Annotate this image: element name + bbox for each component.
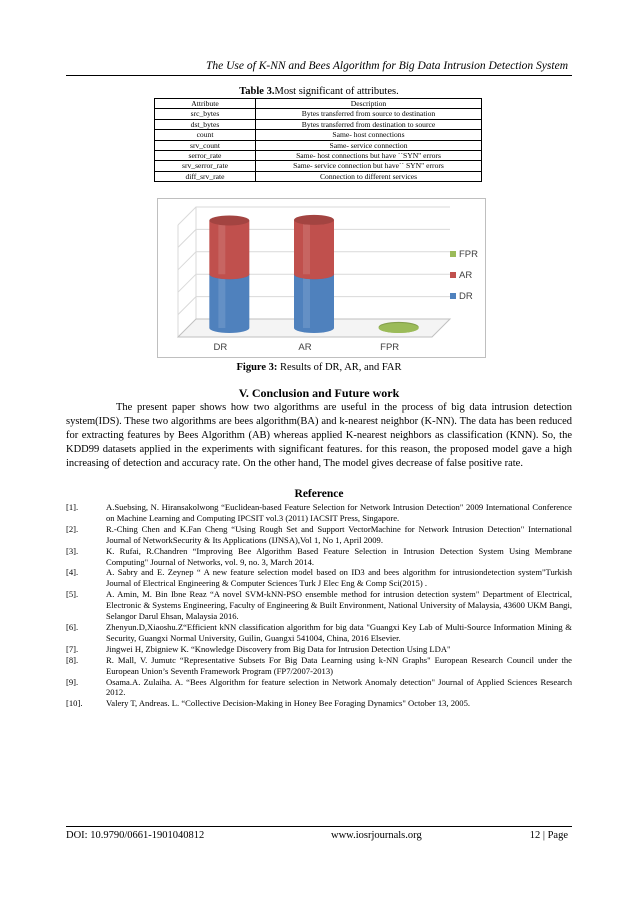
legend-swatch <box>450 293 456 299</box>
figure-caption-text: Results of DR, AR, and FAR <box>277 362 402 373</box>
bar-dr-ar <box>294 274 334 333</box>
reference-list <box>66 502 572 709</box>
reference-number: [8]. <box>66 654 79 665</box>
reference-text: K. Rufai, R.Chandren “Improving Bee Algorithm Based Feature Selection in Intrusion Detection System Using Membrane Computing" Journal of Networks, vol. 9, no. 3, March 2014. <box>106 545 572 567</box>
bar-highlight <box>303 274 310 328</box>
description-cell: Same- service connection but have`` SYN" errors <box>256 161 482 171</box>
reference-text: Valery T, Andreas. L. “Collective Decision-Making in Honey Bee Foraging Dynamics" October 13, 2005. <box>106 698 471 709</box>
bar-dr-dr <box>209 274 249 333</box>
attribute-cell: srv_serror_rate <box>155 161 256 171</box>
bar-disk-fpr-fpr <box>379 323 419 333</box>
attribute-cell: serror_rate <box>155 151 256 161</box>
reference-text: Zhenyun.D,Xiaoshu.Z“Efficient kNN classification algorithm for big data "Guangxi Key Lab of Multi-Source Information Mining & Security, Guangxi Normal University, Guilin, Guangxi 541004, China, 2016 Elsevier. <box>106 621 572 643</box>
figure-caption-label: Figure 3: <box>236 362 278 373</box>
reference-number: [2]. <box>66 523 79 534</box>
footer-doi: DOI: 10.9790/0661-1901040812 <box>66 830 205 841</box>
reference-number: [7]. <box>66 643 79 654</box>
reference-text: Osama.A. Zulaiha. A. “Bees Algorithm for feature selection in Network Anomaly detection" Journal of Applied Sciences Research 2012. <box>106 676 572 698</box>
table-row <box>155 130 482 140</box>
table-caption-label: Table 3. <box>239 86 275 97</box>
reference-text: A. Sabry and E. Zeynep “ A new feature selection model based on ID3 and bees algorithm for intrusiondetection system"Turkish Journal of Electrical Engineering & Computer Sciences Turk J Elec Eng & Comp Sci(2015) . <box>106 567 572 589</box>
attribute-cell: srv_count <box>155 140 256 150</box>
legend-label: DR <box>459 291 473 302</box>
table-row <box>155 119 482 129</box>
bar-ar-dr <box>209 220 249 279</box>
reference-text: R.-Ching Chen and K.Fan Cheng “Using Rough Set and Support VectorMachine for Network Intrusion Detection" International Journal of NetworkSecurity & Its Applications (IJNSA),Vol 1, No 1, April 2009. <box>106 523 572 545</box>
table-header-row <box>155 99 482 109</box>
attribute-cell: dst_bytes <box>155 119 256 129</box>
description-cell: Bytes transferred from destination to source <box>256 119 482 129</box>
bar-highlight <box>218 274 225 328</box>
footer-page-number: 12 | Page <box>529 830 568 841</box>
reference-item <box>66 502 572 524</box>
references-heading: Reference <box>294 488 344 500</box>
table-row <box>155 171 482 181</box>
legend-label: AR <box>459 270 473 281</box>
reference-number: [5]. <box>66 589 79 600</box>
description-cell: Same- host connections but have ``SYN" errors <box>256 151 482 161</box>
reference-item <box>66 677 572 699</box>
table-caption-text: Most significant of attributes. <box>274 86 399 97</box>
footer-rule <box>66 826 572 827</box>
attributes-table <box>154 98 482 182</box>
reference-item <box>66 589 572 622</box>
reference-text: A.Suebsing, N. Hiransakolwong “Euclidean-based Feature Selection for Network Intrusion Detection" 2009 International Conference on Machine Learning and Computing IPCSIT vol.3 (2011) IACSIT Press, Singapore. <box>106 502 572 523</box>
reference-number: [1]. <box>66 502 79 512</box>
reference-item <box>66 622 572 644</box>
table-row <box>155 161 482 171</box>
attribute-cell: diff_srv_rate <box>155 171 256 181</box>
reference-item <box>66 644 572 655</box>
category-label: AR <box>298 342 312 353</box>
results-chart <box>157 198 486 358</box>
description-cell: Same- host connections <box>256 130 482 140</box>
attribute-cell: count <box>155 130 256 140</box>
reference-number: [4]. <box>66 567 79 578</box>
header-rule <box>66 75 572 76</box>
reference-item <box>66 567 572 589</box>
section-title: V. Conclusion and Future work <box>238 386 400 400</box>
conclusion-paragraph: The present paper shows how two algorithms are useful in the process of big data intrusion detection system(IDS). These two algorithms are bees algorithm(BA) and k-nearest neighbor (K-NN). The data has been reduced for extracting features by Bees Algorithm (AB) whereas applied K-nearest neighbors as classification (KNN). So, the KDD99 datasets applied in the experiments with significant features. for this reason, the proposed model gave a high increasing of detection and accuracy rate. On the other hand, The model gives decrease of false positive rate. <box>66 402 572 469</box>
reference-number: [10]. <box>66 698 83 709</box>
table-row <box>155 109 482 119</box>
bar-highlight <box>303 220 310 274</box>
description-cell: Connection to different services <box>256 171 482 181</box>
reference-item <box>66 546 572 568</box>
bar-cap-ar-ar <box>294 215 334 225</box>
category-label: DR <box>213 342 228 353</box>
bar-highlight <box>218 220 225 274</box>
legend-swatch <box>450 251 456 257</box>
figure-caption <box>0 362 638 373</box>
chart-canvas <box>158 199 485 357</box>
reference-item <box>66 524 572 546</box>
table-caption <box>0 86 638 97</box>
reference-text: Jingwei H, Zbigniew K. “Knowledge Discovery from Big Data for Intrusion Detection Using LDA" <box>106 643 451 654</box>
reference-number: [9]. <box>66 676 79 687</box>
reference-text: A. Amin, M. Bin Ibne Reaz “A novel SVM-kNN-PSO ensemble method for intrusion detection system" Department of Electrical, Electronic & Systems Engineering, Faculty of Engineering & Built Environment, National University of Malaysia, 43600 UKM Bangi, Selangor Darul Ehsan, Malaysia 2016. <box>106 589 572 622</box>
reference-text: R. Mall, V. Jumutc “Representative Subsets For Big Data Learning using k-NN Graphs" European Research Council under the European Union’s Seventh Framework Program (FP7/2007-2013) <box>106 654 572 676</box>
bar-cap-ar-dr <box>209 215 249 225</box>
running-title: The Use of K-NN and Bees Algorithm for Big Data Intrusion Detection System <box>205 60 568 72</box>
footer-url: www.iosrjournals.org <box>331 830 422 841</box>
column-header: Description <box>256 99 482 109</box>
column-header: Attribute <box>155 99 256 109</box>
table-row <box>155 140 482 150</box>
reference-number: [6]. <box>66 621 79 632</box>
bar-ar-ar <box>294 220 334 279</box>
table-row <box>155 151 482 161</box>
attribute-cell: src_bytes <box>155 109 256 119</box>
category-label: FPR <box>380 342 400 353</box>
legend-swatch <box>450 272 456 278</box>
legend-label: FPR <box>459 249 478 260</box>
description-cell: Bytes transferred from source to destination <box>256 109 482 119</box>
description-cell: Same- service connection <box>256 140 482 150</box>
reference-item <box>66 655 572 677</box>
reference-number: [3]. <box>66 545 79 556</box>
reference-item <box>66 698 572 709</box>
